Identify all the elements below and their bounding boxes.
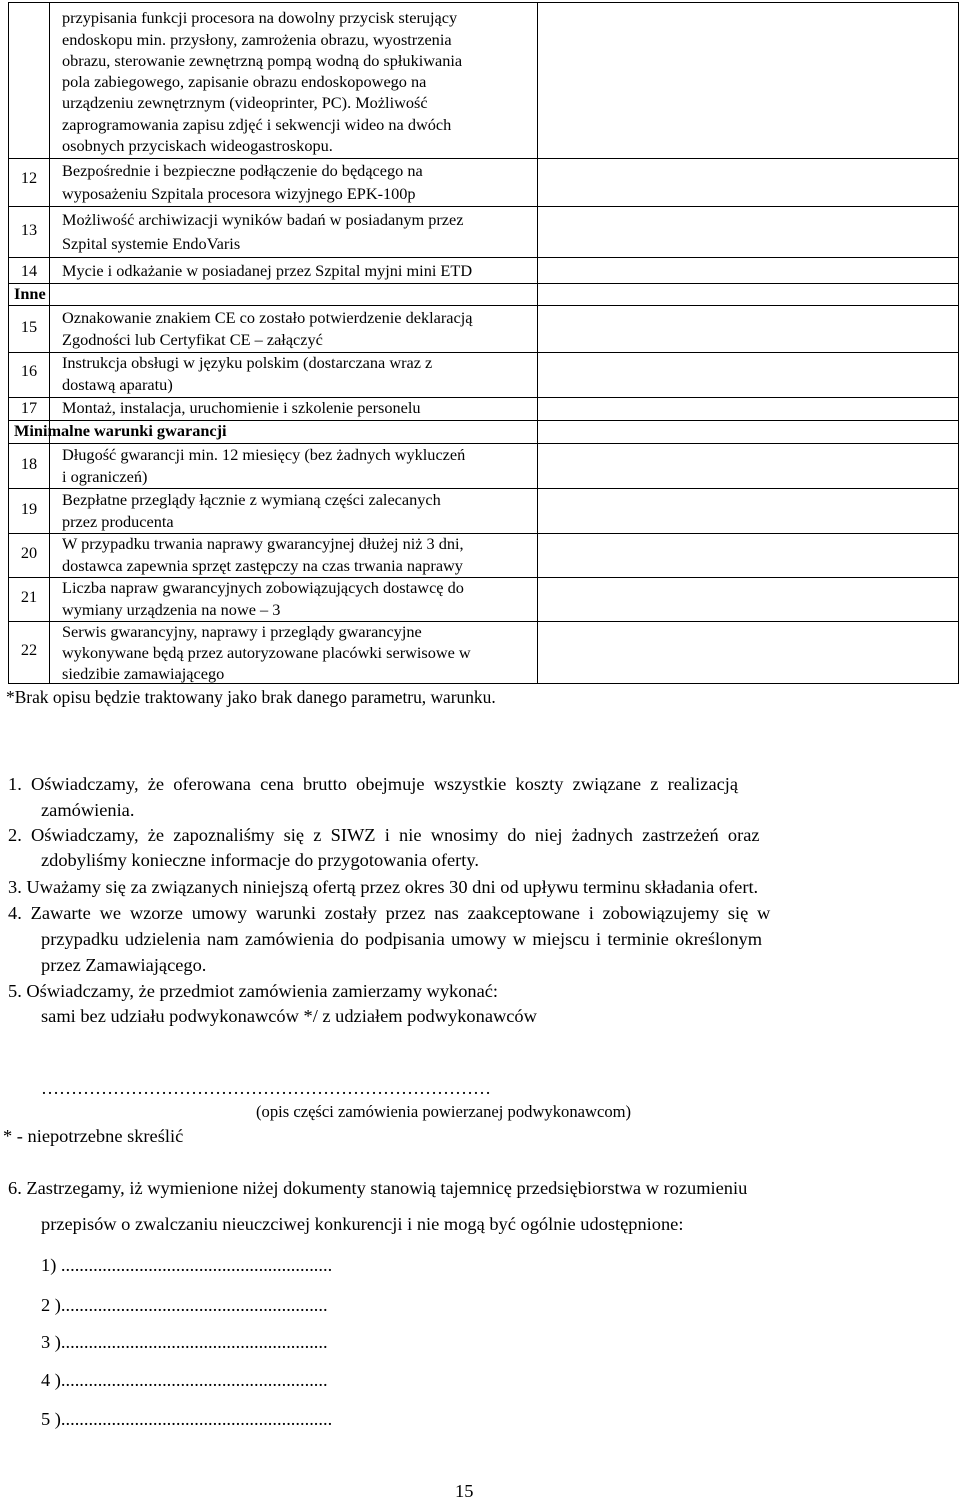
declaration-4-line-2: przypadku udzielenia nam zamówienia do podpisania umowy w miejscu i terminie określonym	[41, 929, 763, 949]
column-divider-number	[49, 3, 50, 684]
row-number: 20	[20, 543, 38, 562]
row-text: Mycie i odkażanie w posiadanej przez Szpital myjni mini ETD	[62, 261, 473, 280]
row-11-line: urządzeniu zewnętrznym (videoprinter, PC). Możliwość	[62, 93, 428, 112]
row-divider	[9, 206, 958, 207]
row-text: Liczba napraw gwarancyjnych zobowiązujących dostawcę do	[62, 578, 464, 597]
confidential-entry: 2 )..........................................................	[41, 1295, 328, 1315]
confidential-entry: 3 )..........................................................	[41, 1332, 328, 1352]
row-11-line: endoskopu min. przysłony, zamrożenia obrazu, wyostrzenia	[62, 30, 452, 49]
row-number: 18	[20, 454, 38, 473]
row-text: wykonywane będą przez autoryzowane placówki serwisowe w	[62, 643, 471, 662]
row-11-line: przypisania funkcji procesora na dowolny przycisk sterujący	[62, 8, 458, 27]
row-number: 15	[20, 317, 38, 336]
row-11-line: pola zabiegowego, zapisanie obrazu endoskopowego na	[62, 72, 427, 91]
row-divider	[9, 305, 958, 306]
section-title-other: Inne	[14, 284, 46, 303]
row-text: Zgodności lub Certyfikat CE – załączyć	[62, 330, 323, 349]
row-text: Serwis gwarancyjny, naprawy i przeglądy gwarancyjne	[62, 622, 422, 641]
row-text: i ograniczeń)	[62, 467, 148, 486]
declaration-3: 3. Uważamy się za związanych niniejszą ofertą przez okres 30 dni od upływu terminu składania ofert.	[8, 877, 759, 897]
row-text: Oznakowanie znakiem CE co zostało potwierdzenie deklaracją	[62, 308, 473, 327]
declaration-4-line-3: przez Zamawiającego.	[41, 955, 207, 975]
row-text: dostawą aparatu)	[62, 375, 173, 394]
row-divider	[9, 158, 958, 159]
declaration-5-line-2: sami bez udziału podwykonawców */ z udziałem podwykonawców	[41, 1006, 537, 1026]
row-divider	[9, 257, 958, 258]
specification-table	[8, 2, 959, 684]
row-text: W przypadku trwania naprawy gwarancyjnej dłużej niż 3 dni,	[62, 534, 464, 553]
confidential-entry: 4 )..........................................................	[41, 1370, 328, 1390]
row-number: 12	[20, 168, 38, 187]
subcontract-dotted-line: …………………………………………………………………	[41, 1078, 491, 1098]
section-title-warranty: Minimalne warunki gwarancji	[14, 421, 227, 440]
row-text: Bezpłatne przeglądy łącznie z wymianą części zalecanych	[62, 490, 441, 509]
declaration-6-line-1: 6. Zastrzegamy, iż wymienione niżej dokumenty stanowią tajemnicę przedsiębiorstwa w rozumieniu	[8, 1178, 748, 1198]
declaration-1-line-2: zamówienia.	[41, 800, 135, 820]
table-footnote: *Brak opisu będzie traktowany jako brak danego parametru, warunku.	[6, 687, 496, 707]
row-11-line: obrazu, sterowanie zewnętrzną pompą wodną do spłukiwania	[62, 51, 463, 70]
row-text: Instrukcja obsługi w języku polskim (dostarczana wraz z	[62, 353, 433, 372]
row-text: wymiany urządzenia na nowe – 3	[62, 600, 281, 619]
row-text: siedzibie zamawiającego	[62, 664, 225, 683]
row-divider	[9, 283, 958, 284]
row-text: Możliwość archiwizacji wyników badań w posiadanym przez	[62, 210, 464, 229]
declaration-6-line-2: przepisów o zwalczaniu nieuczciwej konkurencji i nie mogą być ogólnie udostępnione:	[41, 1214, 684, 1234]
row-text: Montaż, instalacja, uruchomienie i szkolenie personelu	[62, 398, 421, 417]
row-number: 21	[20, 587, 38, 606]
declaration-4-line-1: 4. Zawarte we wzorze umowy warunki zostały przez nas zaakceptowane i zobowiązujemy się w	[8, 903, 771, 923]
row-text: dostawca zapewnia sprzęt zastępczy na czas trwania naprawy	[62, 556, 463, 575]
row-number: 22	[20, 640, 38, 659]
strike-note: * - niepotrzebne skreślić	[3, 1126, 184, 1146]
declaration-5-line-1: 5. Oświadczamy, że przedmiot zamówienia zamierzamy wykonać:	[8, 981, 499, 1001]
row-11-line: zaprogramowania zapisu zdjęć i sekwencji wideo na dwóch	[62, 115, 452, 134]
row-number: 19	[20, 499, 38, 518]
confidential-entry: 5 )...........................................................	[41, 1409, 333, 1429]
confidential-entry: 1) ...........................................................	[41, 1255, 333, 1275]
row-text: przez producenta	[62, 512, 174, 531]
row-text: Szpital systemie EndoVaris	[62, 234, 241, 253]
row-text: Bezpośrednie i bezpieczne podłączenie do będącego na	[62, 161, 423, 180]
page-number: 15	[455, 1481, 474, 1501]
column-divider-value	[537, 3, 538, 684]
declaration-2-line-1: 2. Oświadczamy, że zapoznaliśmy się z SIWZ i nie wnosimy do niej żadnych zastrzeżeń oraz	[8, 825, 760, 845]
row-number: 17	[20, 398, 38, 417]
declaration-2-line-2: zdobyliśmy konieczne informacje do przygotowania oferty.	[41, 850, 479, 870]
row-text: Długość gwarancji min. 12 miesięcy (bez żadnych wykluczeń	[62, 445, 466, 464]
row-text: wyposażeniu Szpitala procesora wizyjnego EPK-100p	[62, 184, 416, 203]
row-number: 13	[20, 220, 38, 239]
declaration-1-line-1: 1. Oświadczamy, że oferowana cena brutto obejmuje wszystkie koszty związane z realizacją	[8, 774, 739, 794]
subcontract-caption: (opis części zamówienia powierzanej podwykonawcom)	[256, 1102, 632, 1121]
row-number: 16	[20, 361, 38, 380]
row-11-line: osobnych przyciskach wideogastroskopu.	[62, 136, 333, 155]
row-number: 14	[20, 261, 38, 280]
